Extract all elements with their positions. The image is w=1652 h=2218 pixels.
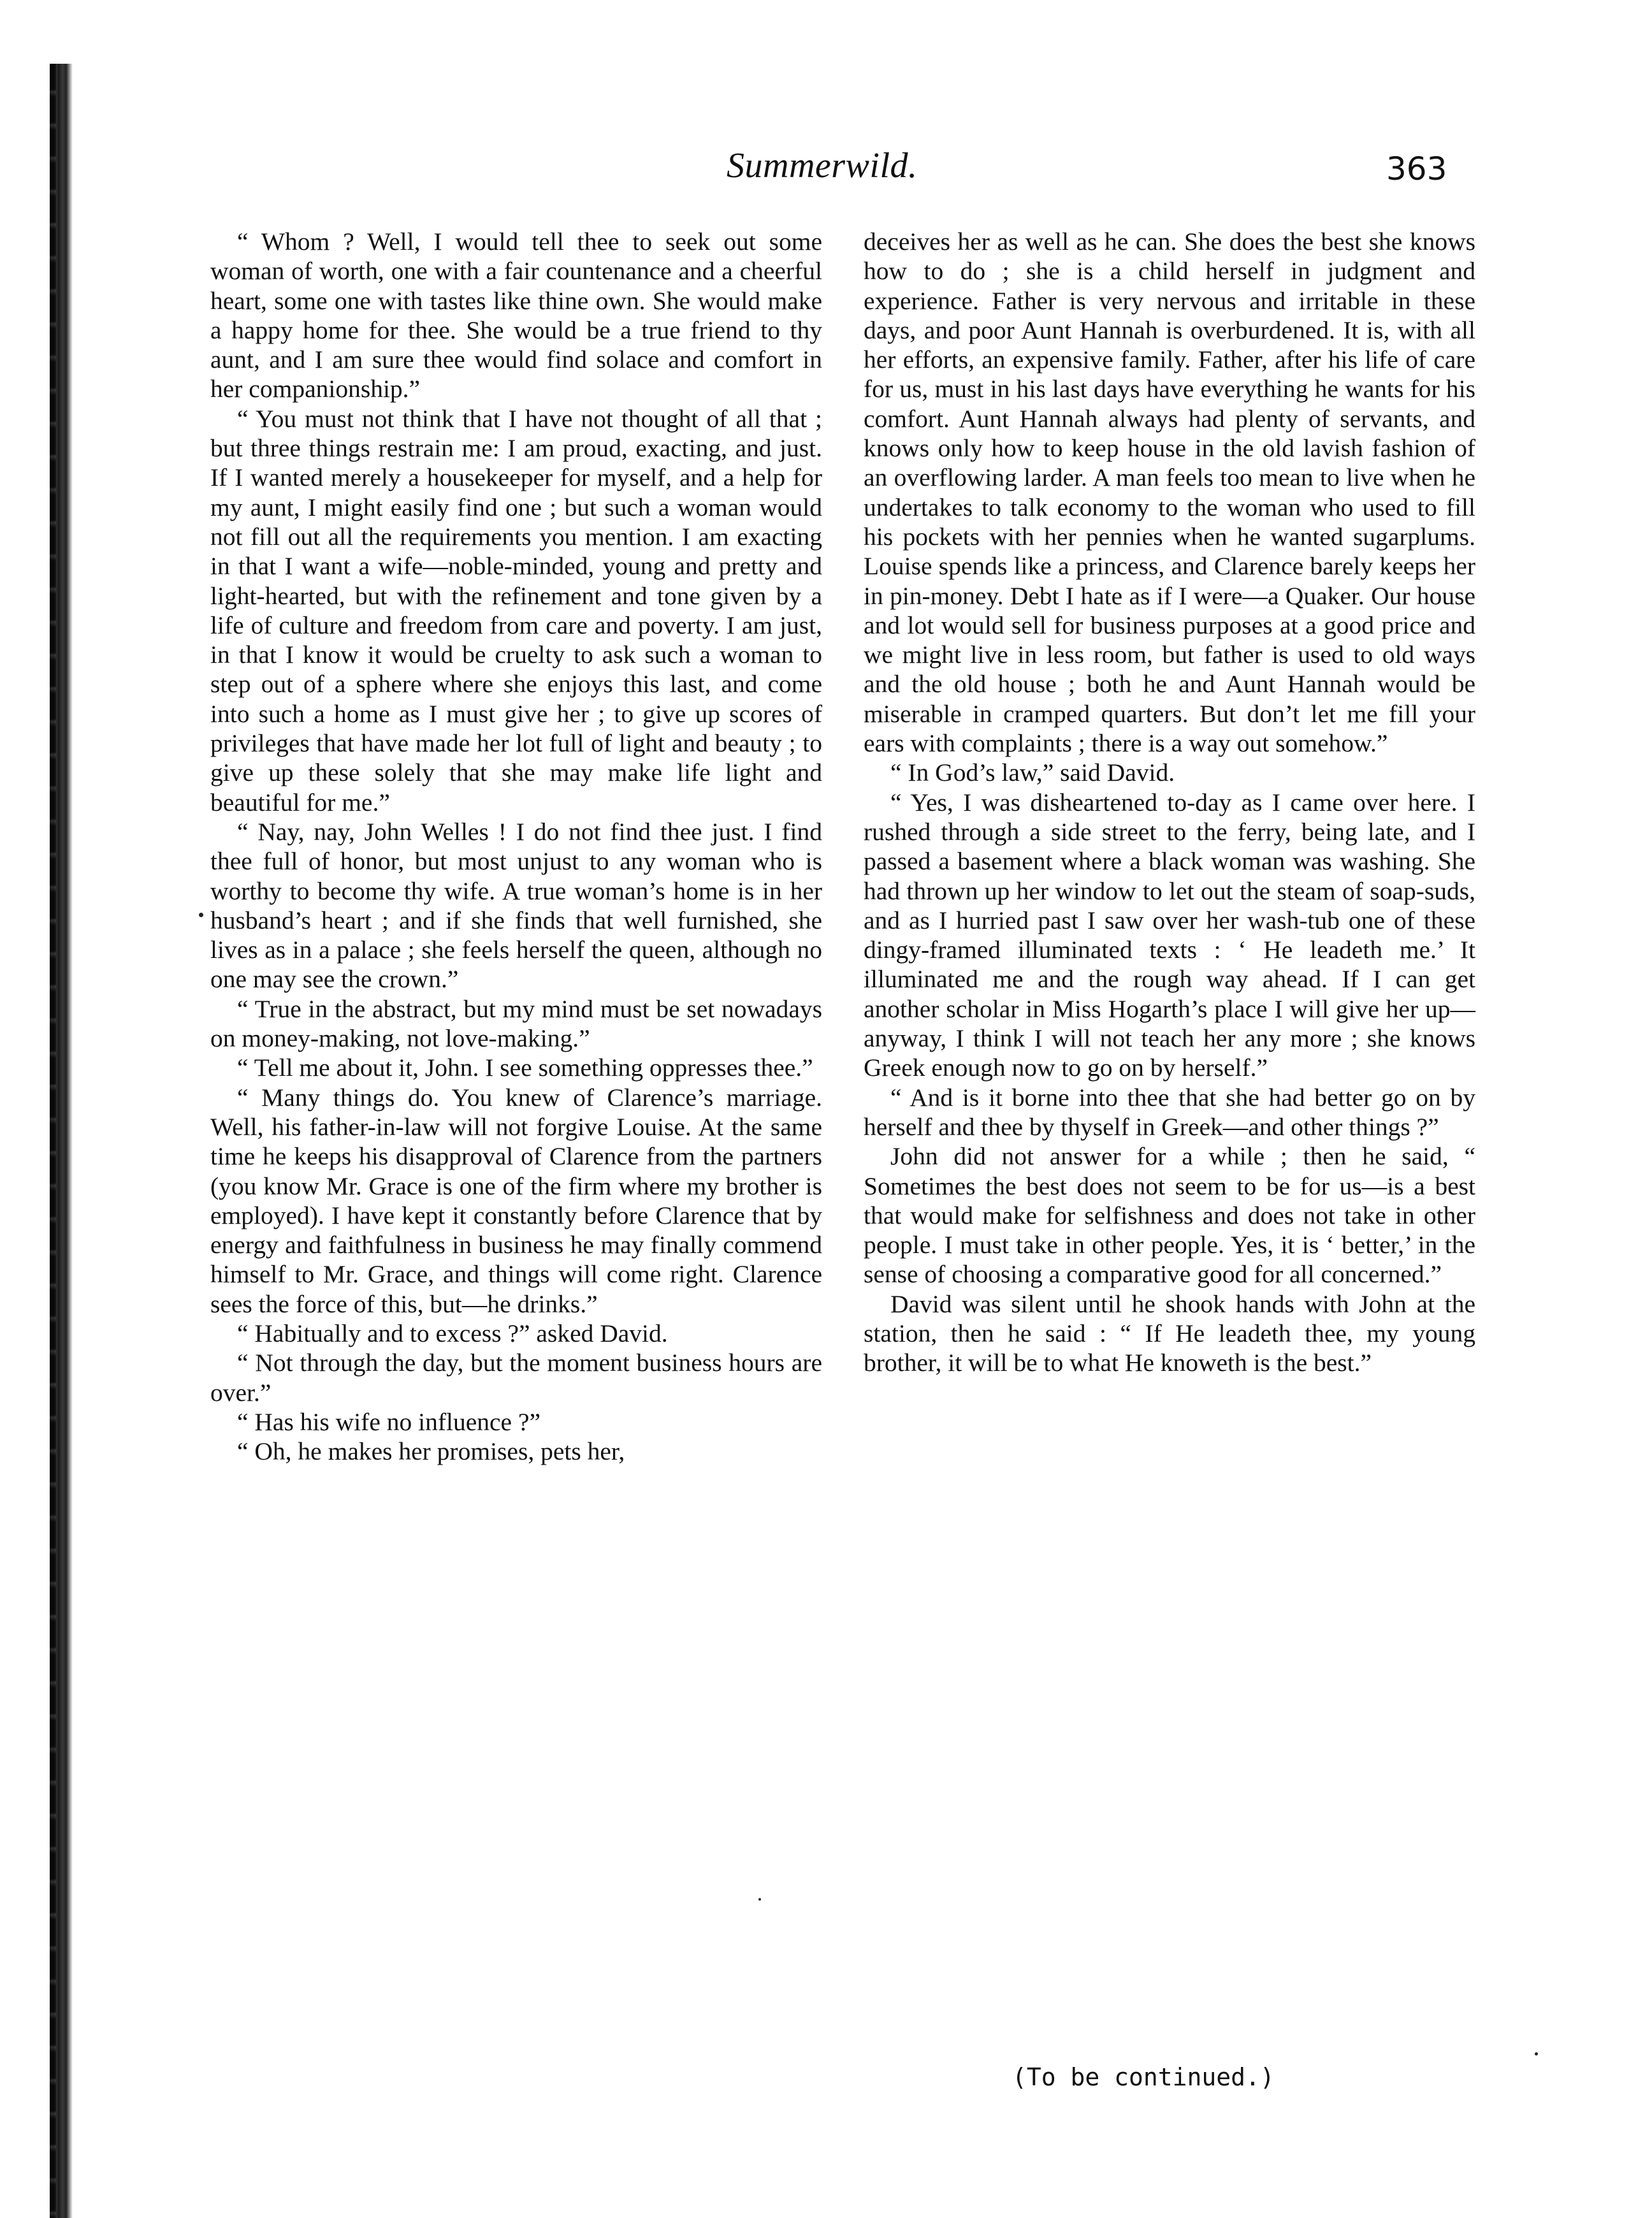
paragraph: “ Tell me about it, John. I see something oppresses thee.” (237, 1054, 813, 1082)
paragraph: “ Habitually and to excess ?” asked David. (237, 1319, 668, 1347)
paragraph: “ Yes, I was disheartened to-day as I came over here. I rushed through a side street to the ferry, being late, and I passed a basement where a black woman was washing. She had thrown up her window to let out the steam of soap-suds, and as I hurried past I saw over her wash-tub one of these dingy-framed illuminated texts : ‘ He leadeth me.’ It illuminated me and the rough way ahead. If I can get another scholar in Miss Hogarth’s place I will give her up—anyway, I think I will not teach her any more ; she knows Greek enough now to go on by herself.” (864, 788, 1475, 1082)
paragraph: “ Nay, nay, John Welles ! I do not find thee just. I find thee full of honor, but most unjust to any woman who is worthy to become thy wife. A true woman’s home is in her husband’s heart ; and if she finds that well furnished, she lives as in a palace ; she feels herself the queen, although no one may see the crown.” (210, 817, 822, 994)
paragraph: “ And is it borne into thee that she had better go on by herself and thee by thyself in Greek—and other things ?” (864, 1083, 1475, 1141)
paragraph: David was silent until he shook hands with John at the station, then he said : “ If He leadeth thee, my young brother, it will be to what He knoweth is the best.” (864, 1289, 1475, 1377)
paragraph: “ Whom ? Well, I would tell thee to seek out some woman of worth, one with a fair countenance and a cheerful heart, some one with tastes like thine own. She would make a happy home for thee. She would be a true friend to thy aunt, and I am sure thee would find solace and comfort in her companionship.” (210, 228, 822, 403)
paragraph: “ Oh, he makes her promises, pets her, (237, 1437, 625, 1466)
paragraph: “ Has his wife no influence ?” (237, 1407, 541, 1436)
print-speck (199, 913, 203, 917)
to-be-continued-note: (To be continued.) (1012, 2063, 1275, 2091)
paragraph: “ In God’s law,” said David. (890, 758, 1175, 787)
paragraph: “ Many things do. You knew of Clarence’s marriage. Well, his father-in-law will not forgive Louise. At the same time he keeps his disapproval of Clarence from the partners (you know Mr. Grace is one of the firm where my brother is employed). I have kept it constantly before Clarence that by energy and faithfulness in business he may finally commend himself to Mr. Grace, and things will come right. Clarence sees the force of this, but—he drinks.” (210, 1083, 822, 1318)
paragraph: John did not answer for a while ; then he said, “ Sometimes the best does not seem to be for us—is a best that would make for selfishness and does not take in other people. I must take in other people. Yes, it is ‘ better,’ in the sense of choosing a comparative good for all concerned.” (864, 1142, 1475, 1289)
paragraph: deceives her as well as he can. She does the best she knows how to do ; she is a child herself in judgment and experience. Father is very nervous and irritable in these days, and poor Aunt Hannah is overburdened. It is, with all her efforts, an expensive family. Father, after his life of care for us, must in his last days have everything he wants for his comfort. Aunt Hannah always had plenty of servants, and knows only how to keep house in the old lavish fashion of an overflowing larder. A man feels too mean to live when he undertakes to talk economy to the woman who used to fill his pockets with her pennies when he wanted sugarplums. Louise spends like a princess, and Clarence barely keeps her in pin-money. Debt I hate as if I were—a Quaker. Our house and lot would sell for business purposes at a good price and we might live in less room, but father is used to old ways and the old house ; both he and Aunt Hannah would be miserable in cramped quarters. But don’t let me fill your ears with complaints ; there is a way out somehow.” (864, 228, 1475, 758)
paragraph: “ You must not think that I have not thought of all that ; but three things restrain me: I am proud, exacting, and just. If I wanted merely a housekeeper for myself, and a help for my aunt, I might easily find one ; but such a woman would not fill out all the requirements you mention. I am exacting in that I want a wife—noble-minded, young and pretty and light-hearted, but with the refinement and tone given by a life of culture and freedom from care and poverty. I am just, in that I know it would be cruelty to ask such a woman to step out of a sphere where she enjoys this last, and come into such a home as I must give her ; to give up scores of privileges that have made her lot full of light and beauty ; to give up these solely that she may make life light and beautiful for me.” (210, 404, 822, 816)
paragraph: “ Not through the day, but the moment business hours are over.” (210, 1349, 822, 1407)
right-column (864, 227, 1475, 1378)
page-binding-edge (50, 64, 75, 2218)
paragraph: “ True in the abstract, but my mind must be set nowadays on money-making, not love-making.” (210, 994, 822, 1053)
print-speck (1535, 2052, 1538, 2055)
running-title: Summerwild. (727, 146, 918, 185)
page-number: 363 (1386, 150, 1447, 187)
print-speck (758, 1898, 761, 1901)
left-column (210, 227, 822, 1466)
